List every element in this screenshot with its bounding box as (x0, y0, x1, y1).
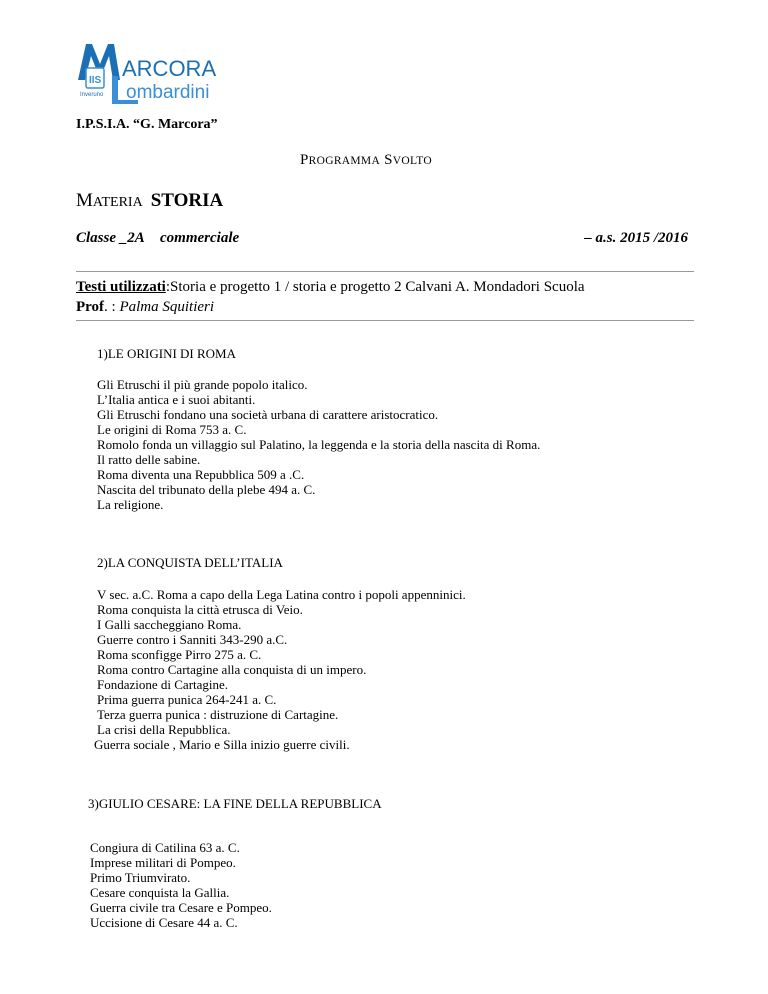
list-item: V sec. a.C. Roma a capo della Lega Latina contro i popoli appenninici. (97, 587, 466, 602)
textbooks-block: Testi utilizzati:Storia e progetto 1 / storia e progetto 2 Calvani A. Mondadori Scuola Prof. : Palma Squitieri (76, 279, 585, 315)
list-item: Guerra sociale , Mario e Silla inizio guerre civili. (94, 737, 350, 752)
logo-iis: IIS (89, 75, 102, 86)
list-item: Romolo fonda un villaggio sul Palatino, la leggenda e la storia della nascita di Roma. (97, 437, 541, 452)
class-label: Classe _2A (76, 230, 145, 246)
list-item: Terza guerra punica : distruzione di Cartagine. (97, 707, 339, 722)
textbooks-label: Testi utilizzati (76, 279, 166, 295)
logo-line1: ARCORA (122, 56, 217, 81)
list-item: Congiura di Catilina 63 a. C. (90, 840, 240, 855)
section-list-1 (97, 377, 540, 512)
section-title-2: 2)LA CONQUISTA DELL’ITALIA (97, 555, 283, 570)
section-list-2 (94, 587, 466, 752)
textbooks-value: :Storia e progetto 1 / storia e progetto 2 Calvani A. Mondadori Scuola (165, 279, 585, 295)
list-item: I Galli saccheggiano Roma. (97, 617, 242, 632)
list-item: Roma conquista la città etrusca di Veio. (97, 602, 303, 617)
list-item: Roma sconfigge Pirro 275 a. C. (97, 647, 262, 662)
school-year: – a.s. 2015 /2016 (584, 230, 688, 246)
prof-label: Prof (76, 299, 105, 315)
divider-top (76, 271, 694, 272)
list-item: Uccisione di Cesare 44 a. C. (90, 915, 238, 930)
list-item: Nascita del tribunato della plebe 494 a. C. (97, 482, 316, 497)
list-item: Roma diventa una Repubblica 509 a .C. (97, 467, 305, 482)
list-item: Le origini di Roma 753 a. C. (97, 422, 247, 437)
list-item: La religione. (97, 497, 164, 512)
list-item: Gli Etruschi fondano una società urbana di carattere aristocratico. (97, 407, 439, 422)
subject-heading: MATERIA STORIA (76, 190, 224, 211)
prof-name: Palma Squitieri (119, 299, 215, 315)
list-item: Il ratto delle sabine. (97, 452, 201, 467)
list-item: Prima guerra punica 264-241 a. C. (97, 692, 277, 707)
logo-line2: ombardini (126, 82, 210, 103)
list-item: Imprese militari di Pompeo. (90, 855, 236, 870)
section-title-1: 1)LE ORIGINI DI ROMA (97, 346, 237, 361)
list-item: Guerre contro i Sanniti 343-290 a.C. (97, 632, 288, 647)
list-item: Gli Etruschi il più grande popolo italico. (97, 377, 308, 392)
school-logo (72, 40, 244, 106)
section-title-3: 3)GIULIO CESARE: LA FINE DELLA REPUBBLICA (88, 796, 382, 811)
list-item: Primo Triumvirato. (90, 870, 191, 885)
school-name: I.P.S.I.A. “G. Marcora” (76, 117, 218, 132)
list-item: Cesare conquista la Gallia. (90, 885, 230, 900)
list-item: Roma contro Cartagine alla conquista di un impero. (97, 662, 367, 677)
list-item: La crisi della Repubblica. (97, 722, 231, 737)
list-item: L’Italia antica e i suoi abitanti. (97, 392, 256, 407)
class-type: commerciale (160, 230, 240, 246)
section-list-3 (90, 840, 272, 930)
divider-bottom (76, 320, 694, 321)
list-item: Guerra civile tra Cesare e Pompeo. (90, 900, 272, 915)
list-item: Fondazione di Cartagine. (97, 677, 229, 692)
document-title: PROGRAMMA SVOLTO (300, 152, 432, 168)
subject-name: STORIA (150, 190, 224, 211)
logo-city: Inveruno (80, 92, 104, 98)
